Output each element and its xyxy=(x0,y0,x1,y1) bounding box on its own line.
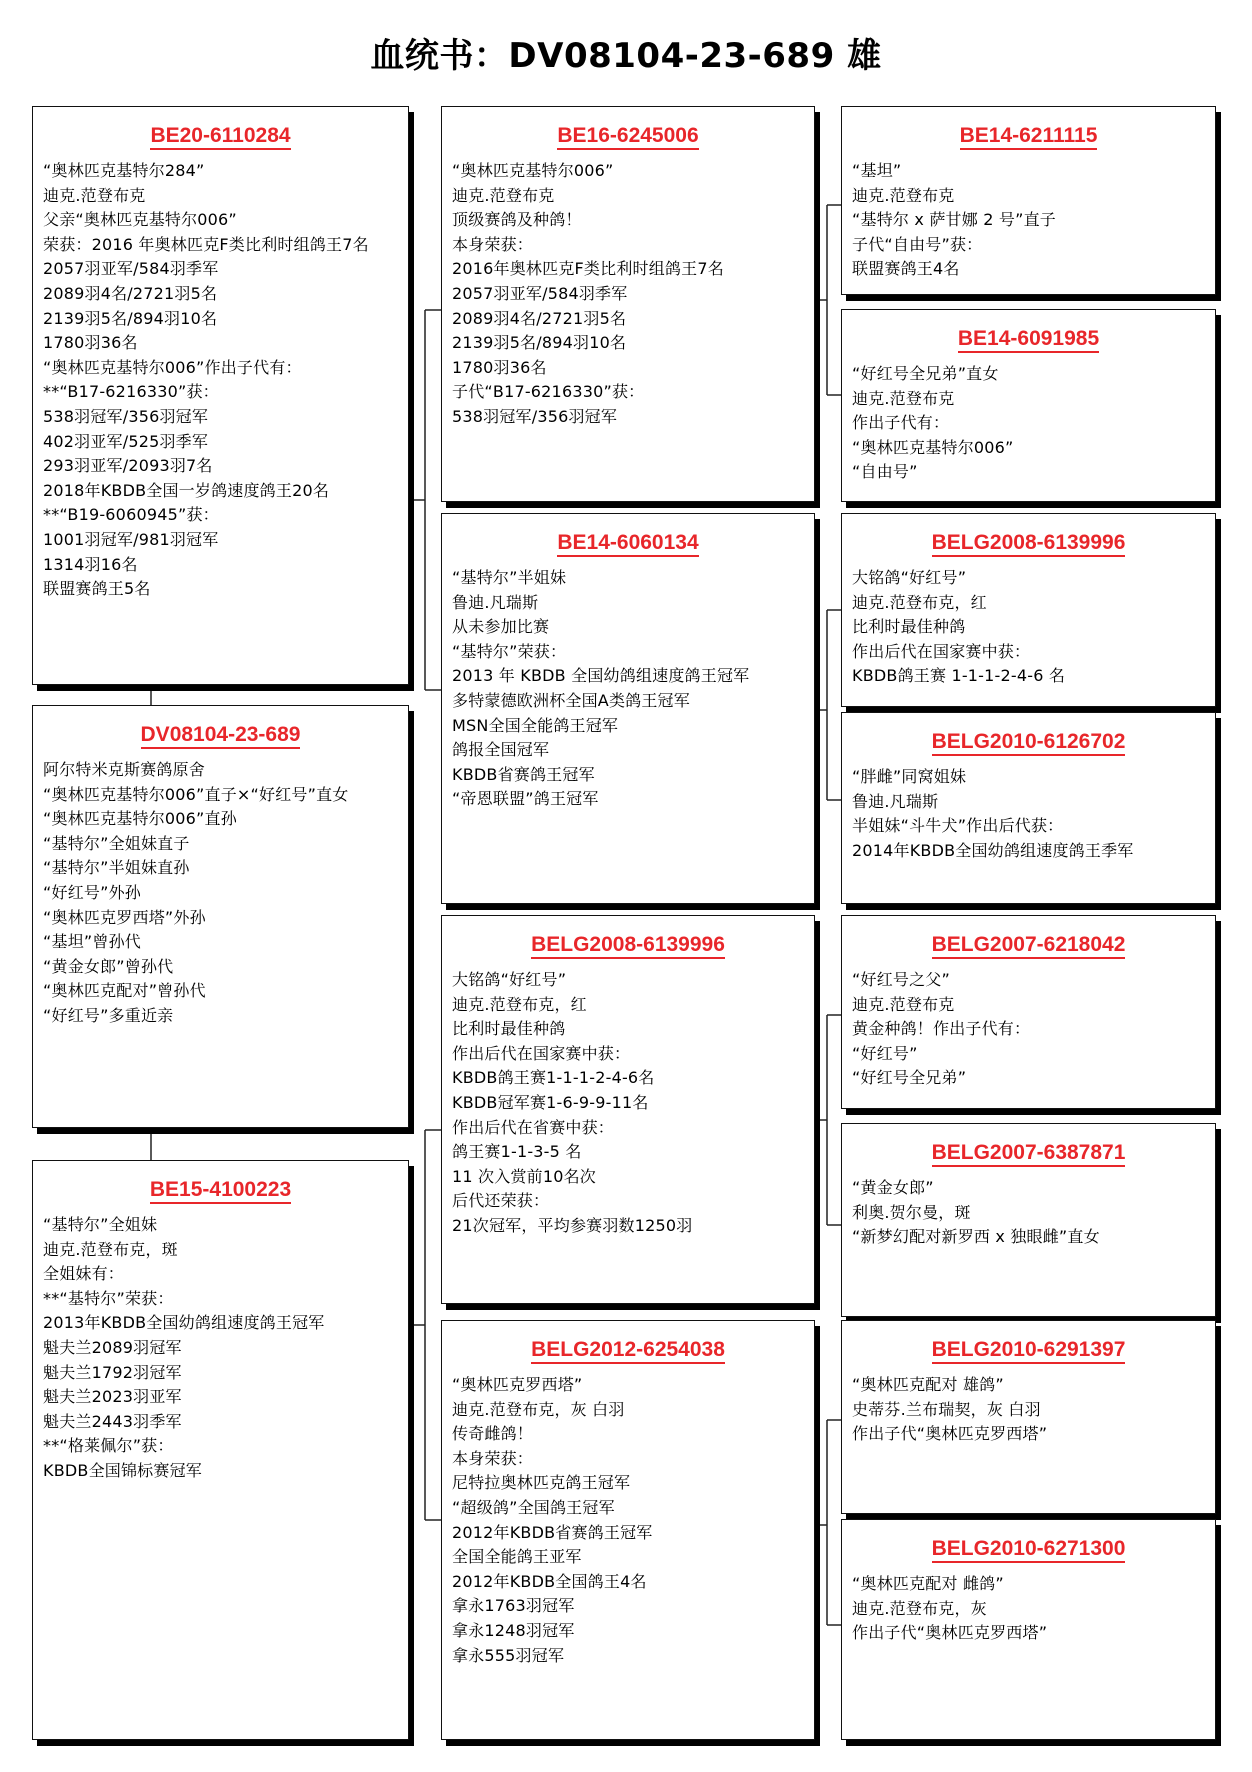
pedigree-detail-line: 538羽冠军/356羽冠军 xyxy=(43,406,209,426)
pedigree-detail-line: 迪克.范登布克 xyxy=(43,185,146,205)
pedigree-detail-line: “基特尔”半姐妹直孙 xyxy=(43,858,190,878)
pedigree-detail-line: 魁夫兰1792羽冠军 xyxy=(43,1362,182,1382)
pedigree-detail-line: KBDB全国锦标赛冠军 xyxy=(43,1460,202,1480)
pedigree-details xyxy=(452,1373,814,1668)
pedigree-detail-line: “奥林匹克罗西塔”外孙 xyxy=(43,907,206,927)
pedigree-detail-line: 拿永1248羽冠军 xyxy=(452,1620,575,1640)
pedigree-detail-line: 11 次入赏前10名次 xyxy=(452,1166,597,1186)
pedigree-detail-line: 本身荣获： xyxy=(452,234,534,254)
pedigree-detail-line: 比利时最佳种鸽 xyxy=(852,617,966,637)
pedigree-details xyxy=(43,758,408,1029)
pedigree-detail-line: 传奇雌鸽！ xyxy=(452,1424,534,1444)
pedigree-detail-line: 2016年奥林匹克F类比利时组鸽王7名 xyxy=(452,259,724,279)
pedigree-details xyxy=(452,968,814,1239)
pigeon-ring-number xyxy=(842,514,1215,556)
pedigree-detail-line: **“B17-6216330”获： xyxy=(43,382,219,402)
pedigree-detail-line: 鸽王赛1-1-3-5 名 xyxy=(452,1142,582,1162)
pedigree-detail-line: “奥林匹克配对”曾孙代 xyxy=(43,981,206,1001)
pigeon-ring-number xyxy=(842,713,1215,755)
ring-number-text: BELG2008-6139996 xyxy=(932,531,1126,557)
pedigree-details xyxy=(852,362,1215,485)
pedigree-detail-line: 21次冠军，平均参赛羽数1250羽 xyxy=(452,1215,693,1235)
ring-number-text: BELG2010-6126702 xyxy=(932,730,1126,756)
pedigree-detail-line: 子代“自由号”获： xyxy=(852,234,983,254)
pedigree-detail-line: 大铭鸽“好红号” xyxy=(852,568,967,587)
pedigree-detail-line: 黄金种鸽！作出子代有： xyxy=(852,1019,1031,1039)
pigeon-ring-number xyxy=(842,1321,1215,1363)
pedigree-detail-line: 魁夫兰2443羽季军 xyxy=(43,1411,182,1431)
pigeon-ring-number xyxy=(442,514,814,556)
pigeon-ring-number xyxy=(842,916,1215,958)
pedigree-detail-line: 迪克.范登布克 xyxy=(852,994,955,1014)
pedigree-detail-line: 1314羽16名 xyxy=(43,554,138,574)
pedigree-detail-line: “奥林匹克配对 雌鸽” xyxy=(852,1574,1004,1593)
pedigree-detail-line: KBDB省赛鸽王冠军 xyxy=(452,764,595,784)
ring-number-text: BELG2007-6218042 xyxy=(932,933,1126,959)
pedigree-detail-line: “基特尔”全姐妹 xyxy=(43,1215,158,1234)
pedigree-detail-line: 魁夫兰2089羽冠军 xyxy=(43,1337,182,1357)
pedigree-detail-line: KBDB鸽王赛 1-1-1-2-4-6 名 xyxy=(852,666,1066,686)
pedigree-detail-line: 全国全能鸽王亚军 xyxy=(452,1547,582,1567)
pigeon-ring-number xyxy=(33,1161,408,1203)
pedigree-card-sire-dam xyxy=(441,513,815,904)
pedigree-detail-line: 拿永1763羽冠军 xyxy=(452,1596,575,1616)
pedigree-detail-line: “新梦幻配对新罗西 x 独眼雌”直女 xyxy=(852,1227,1100,1247)
pigeon-ring-number xyxy=(842,1520,1215,1562)
ring-number-text: BE14-6091985 xyxy=(958,327,1099,353)
pedigree-detail-line: 史蒂芬.兰布瑞契，灰 白羽 xyxy=(852,1399,1041,1419)
pedigree-detail-line: “奥林匹克基特尔006”作出子代有： xyxy=(43,357,302,377)
pedigree-detail-line: “基特尔 x 萨甘娜 2 号”直子 xyxy=(852,210,1056,230)
ring-number-text: BELG2012-6254038 xyxy=(531,1338,725,1364)
pedigree-card-dsd xyxy=(841,1123,1216,1317)
pedigree-detail-line: “黄金女郎”曾孙代 xyxy=(43,956,174,976)
pedigree-detail-line: 1001羽冠军/981羽冠军 xyxy=(43,529,219,549)
pedigree-detail-line: 作出后代在省赛中获： xyxy=(452,1117,615,1137)
pedigree-detail-line: “黄金女郎” xyxy=(852,1178,934,1197)
pigeon-ring-number xyxy=(842,1124,1215,1166)
pedigree-detail-line: “奥林匹克基特尔006” xyxy=(852,437,1014,457)
pedigree-detail-line: 538羽冠军/356羽冠军 xyxy=(452,406,618,426)
pedigree-detail-line: “好红号之父” xyxy=(852,970,950,989)
ring-number-text: BE15-4100223 xyxy=(150,1178,291,1204)
pedigree-detail-line: 作出后代在国家赛中获： xyxy=(852,641,1031,661)
pedigree-details xyxy=(852,159,1215,282)
pedigree-detail-line: 多特蒙德欧洲杯全国A类鸽王冠军 xyxy=(452,690,690,710)
pedigree-detail-line: 2018年KBDB全国一岁鸽速度鸽王20名 xyxy=(43,480,330,500)
pedigree-detail-line: **“基特尔”荣获： xyxy=(43,1288,174,1308)
pedigree-detail-line: **“格莱佩尔”获： xyxy=(43,1436,174,1456)
ring-number-text: BELG2010-6271300 xyxy=(932,1537,1126,1563)
pedigree-details xyxy=(43,159,408,602)
pedigree-detail-line: 293羽亚军/2093羽7名 xyxy=(43,456,213,476)
pedigree-detail-line: “好红号”多重近亲 xyxy=(43,1005,174,1025)
pedigree-detail-line: “好红号全兄弟” xyxy=(852,1068,967,1088)
pigeon-ring-number xyxy=(842,310,1215,352)
pedigree-detail-line: “奥林匹克基特尔284” xyxy=(43,161,205,180)
pedigree-detail-line: KBDB鸽王赛1-1-1-2-4-6名 xyxy=(452,1068,655,1088)
pedigree-detail-line: 鲁迪.凡瑞斯 xyxy=(452,592,539,612)
pedigree-detail-line: 2014年KBDB全国幼鸽组速度鸽王季军 xyxy=(852,840,1134,860)
ring-number-text: BELG2008-6139996 xyxy=(531,933,725,959)
ring-number-text: BELG2007-6387871 xyxy=(932,1141,1126,1167)
pedigree-detail-line: 1780羽36名 xyxy=(43,333,138,353)
pigeon-ring-number xyxy=(442,916,814,958)
pedigree-detail-line: 鸽报全国冠军 xyxy=(452,740,550,760)
pedigree-detail-line: 联盟赛鸽王5名 xyxy=(43,579,151,599)
ring-number-text: BE20-6110284 xyxy=(150,124,290,150)
pedigree-detail-line: 本身荣获： xyxy=(452,1448,534,1468)
pedigree-detail-line: 作出子代“奥林匹克罗西塔” xyxy=(852,1424,1048,1444)
pedigree-detail-line: “好红号”外孙 xyxy=(43,882,141,902)
pedigree-detail-line: 魁夫兰2023羽亚军 xyxy=(43,1387,182,1407)
ring-number-text: BE16-6245006 xyxy=(557,124,698,150)
pedigree-details xyxy=(852,765,1215,863)
pedigree-detail-line: KBDB冠军赛1-6-9-9-11名 xyxy=(452,1092,649,1112)
pedigree-details xyxy=(852,1572,1215,1646)
pedigree-detail-line: 402羽亚军/525羽季军 xyxy=(43,431,209,451)
pedigree-detail-line: 顶级赛鸽及种鸽！ xyxy=(452,210,582,230)
pedigree-detail-line: 2012年KBDB省赛鸽王冠军 xyxy=(452,1522,653,1542)
page-title: 血统书：DV08104-23-689 雄 xyxy=(370,36,882,76)
pedigree-detail-line: 2139羽5名/894羽10名 xyxy=(43,308,218,328)
pedigree-detail-line: MSN全国全能鸽王冠军 xyxy=(452,715,619,735)
pigeon-ring-number xyxy=(442,1321,814,1363)
pigeon-ring-number xyxy=(33,107,408,149)
pedigree-detail-line: “奥林匹克基特尔006”直子×“好红号”直女 xyxy=(43,784,349,804)
pedigree-detail-line: 迪克.范登布克，灰 白羽 xyxy=(452,1399,625,1419)
pedigree-detail-line: 2089羽4名/2721羽5名 xyxy=(43,283,218,303)
pedigree-card-sds xyxy=(841,513,1216,707)
pedigree-details xyxy=(43,1213,408,1484)
ring-number-text: DV08104-23-689 xyxy=(141,723,301,749)
pedigree-detail-line: “基特尔”全姐妹直子 xyxy=(43,833,190,853)
pedigree-detail-line: “奥林匹克基特尔006”直孙 xyxy=(43,809,237,829)
pedigree-detail-line: 迪克.范登布克 xyxy=(852,185,955,205)
pedigree-detail-line: 作出子代有： xyxy=(852,413,950,433)
pedigree-details xyxy=(452,159,814,430)
pedigree-detail-line: 荣获：2016 年奥林匹克F类比利时组鸽王7名 xyxy=(43,234,369,254)
pedigree-detail-line: 2013年KBDB全国幼鸽组速度鸽王冠军 xyxy=(43,1313,325,1333)
pedigree-detail-line: 半姐妹“斗牛犬”作出后代获： xyxy=(852,816,1064,836)
pedigree-detail-line: 利奥.贺尔曼，斑 xyxy=(852,1202,971,1222)
pedigree-detail-line: “自由号” xyxy=(852,462,918,482)
pedigree-detail-line: “帝恩联盟”鸽王冠军 xyxy=(452,789,599,809)
pedigree-detail-line: 迪克.范登布克，灰 xyxy=(852,1598,987,1618)
pedigree-card-dam xyxy=(32,1160,409,1740)
pedigree-detail-line: 作出后代在国家赛中获： xyxy=(452,1043,631,1063)
pedigree-details xyxy=(852,968,1215,1091)
pedigree-details xyxy=(852,566,1215,689)
pedigree-detail-line: 子代“B17-6216330”获： xyxy=(452,382,645,402)
pedigree-detail-line: 从未参加比赛 xyxy=(452,617,550,637)
pedigree-detail-line: “超级鸽”全国鸽王冠军 xyxy=(452,1497,615,1517)
pedigree-card-sire xyxy=(32,106,409,685)
pedigree-card-ssd xyxy=(841,309,1216,502)
pedigree-detail-line: 全姐妹有： xyxy=(43,1264,125,1284)
pigeon-ring-number xyxy=(33,706,408,748)
pedigree-detail-line: 迪克.范登布克 xyxy=(852,388,955,408)
pedigree-details xyxy=(852,1176,1215,1250)
pigeon-ring-number xyxy=(442,107,814,149)
pedigree-detail-line: 后代还荣获： xyxy=(452,1191,550,1211)
pedigree-detail-line: 拿永555羽冠军 xyxy=(452,1645,565,1665)
ring-number-text: BE14-6211115 xyxy=(960,124,1098,150)
pedigree-details xyxy=(452,566,814,812)
pedigree-card-dss xyxy=(841,915,1216,1109)
pedigree-detail-line: “奥林匹克基特尔006” xyxy=(452,161,614,180)
pedigree-card-sire-sire xyxy=(441,106,815,502)
pedigree-detail-line: 大铭鸽“好红号” xyxy=(452,970,567,989)
ring-number-text: BE14-6060134 xyxy=(557,531,698,557)
pedigree-detail-line: “奥林匹克罗西塔” xyxy=(452,1375,583,1394)
pedigree-detail-line: “奥林匹克配对 雄鸽” xyxy=(852,1375,1004,1394)
pedigree-detail-line: 迪克.范登布克，红 xyxy=(852,592,987,612)
pedigree-detail-line: **“B19-6060945”获： xyxy=(43,505,219,525)
pedigree-card-dds xyxy=(841,1320,1216,1514)
pedigree-detail-line: 2139羽5名/894羽10名 xyxy=(452,333,627,353)
pedigree-detail-line: 2013 年 KBDB 全国幼鸽组速度鸽王冠军 xyxy=(452,666,750,686)
pedigree-detail-line: “基坦” xyxy=(852,161,902,180)
pedigree-detail-line: 2057羽亚军/584羽季军 xyxy=(43,259,219,279)
pedigree-detail-line: “基坦”曾孙代 xyxy=(43,932,141,952)
pedigree-detail-line: 迪克.范登布克，红 xyxy=(452,994,587,1014)
pedigree-detail-line: 联盟赛鸽王4名 xyxy=(852,259,960,279)
pedigree-detail-line: “基特尔”半姐妹 xyxy=(452,568,567,587)
pedigree-detail-line: 尼特拉奥林匹克鸽王冠军 xyxy=(452,1473,631,1493)
pedigree-detail-line: 迪克.范登布克，斑 xyxy=(43,1239,178,1259)
pedigree-card-sss xyxy=(841,106,1216,295)
ring-number-text: BELG2010-6291397 xyxy=(932,1338,1126,1364)
pedigree-detail-line: 1780羽36名 xyxy=(452,357,547,377)
pedigree-detail-line: 作出子代“奥林匹克罗西塔” xyxy=(852,1623,1048,1643)
pedigree-detail-line: 2089羽4名/2721羽5名 xyxy=(452,308,627,328)
pedigree-detail-line: “胖雌”同窝姐妹 xyxy=(852,767,967,786)
pedigree-card-ddd xyxy=(841,1519,1216,1740)
pigeon-ring-number xyxy=(842,107,1215,149)
pedigree-detail-line: “好红号” xyxy=(852,1043,918,1063)
pedigree-card-dam-sire xyxy=(441,915,815,1304)
pedigree-detail-line: “基特尔”荣获： xyxy=(452,641,567,661)
pedigree-detail-line: 迪克.范登布克 xyxy=(452,185,555,205)
pedigree-detail-line: “好红号全兄弟”直女 xyxy=(852,364,999,383)
pedigree-details xyxy=(852,1373,1215,1447)
pedigree-card-subject xyxy=(32,705,409,1128)
pedigree-detail-line: 父亲“奥林匹克基特尔006” xyxy=(43,210,237,230)
pedigree-card-sdd xyxy=(841,712,1216,904)
pedigree-detail-line: 2057羽亚军/584羽季军 xyxy=(452,283,628,303)
pedigree-detail-line: 比利时最佳种鸽 xyxy=(452,1019,566,1039)
pedigree-detail-line: 2012年KBDB全国鸽王4名 xyxy=(452,1571,647,1591)
pedigree-card-dam-dam xyxy=(441,1320,815,1740)
pedigree-detail-line: 鲁迪.凡瑞斯 xyxy=(852,791,939,811)
pedigree-detail-line: 阿尔特米克斯赛鸽原舍 xyxy=(43,760,206,779)
